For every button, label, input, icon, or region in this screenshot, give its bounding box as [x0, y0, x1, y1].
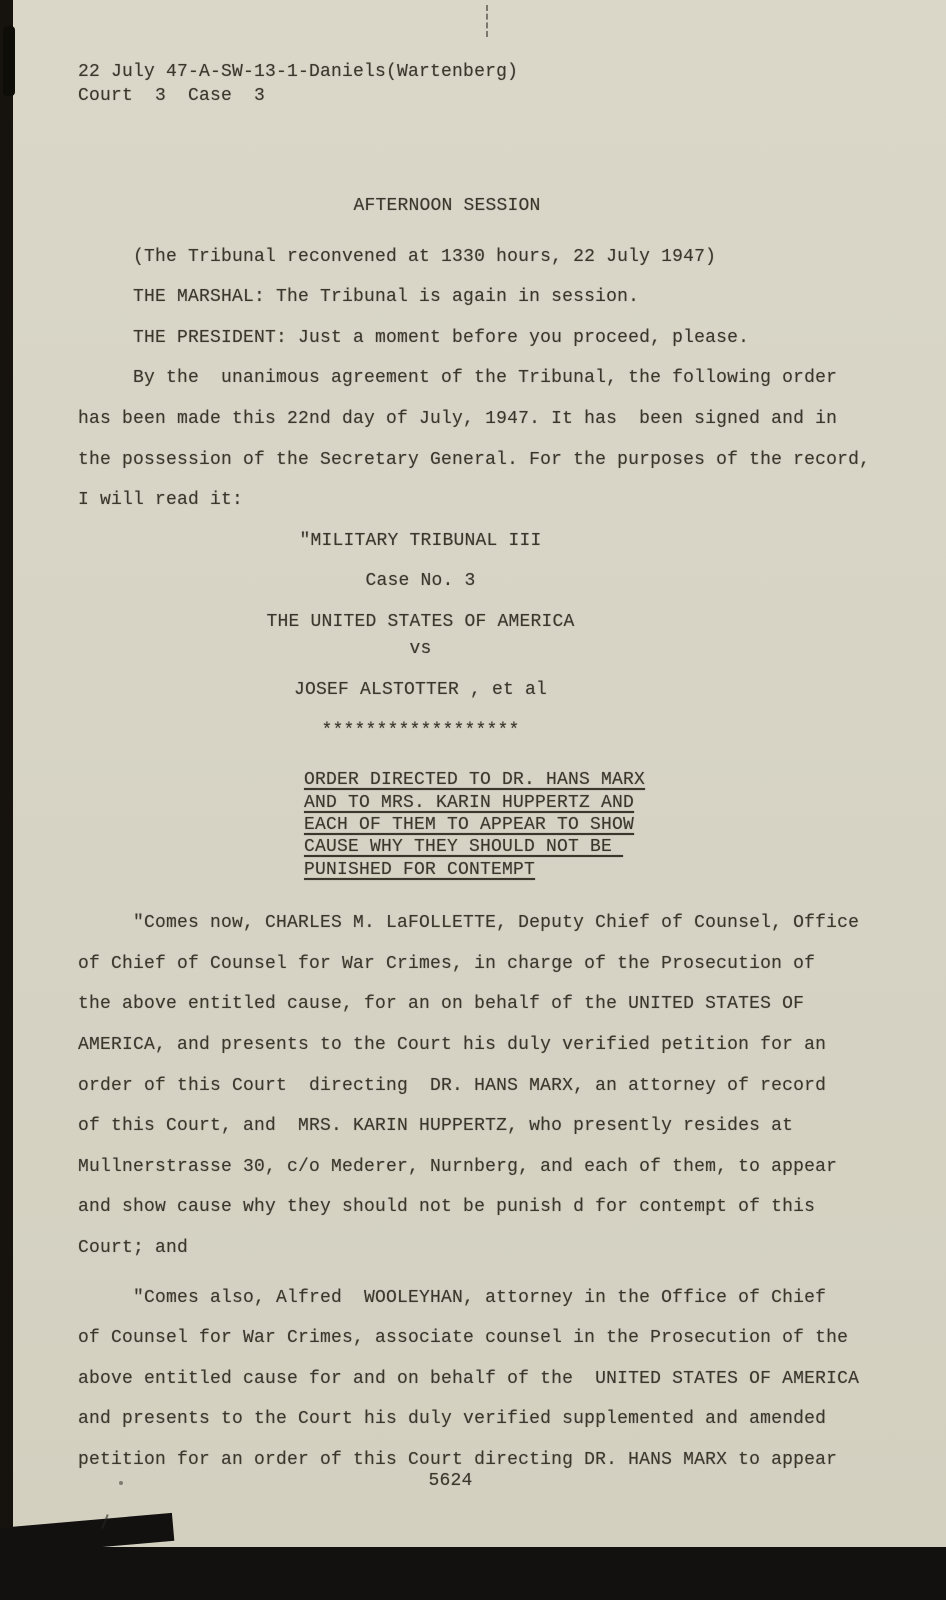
text-line: "Comes also, Alfred WOOLEYHAN, attorney in the Office of Chief	[78, 1287, 827, 1308]
case-caption	[78, 521, 868, 751]
text-line: vs	[409, 638, 432, 659]
text-line: Mullnerstrasse 30, c/o Mederer, Nurnberg, and each of them, to appear	[78, 1156, 838, 1177]
text-line: has been made this 22nd day of July, 1947. It has been signed and in	[78, 408, 838, 429]
text-line: (The Tribunal reconvened at 1330 hours, 22 July 1947)	[78, 246, 717, 267]
text-line: AND TO MRS. KARIN HUPPERTZ AND	[304, 792, 635, 813]
text-line: CAUSE WHY THEY SHOULD NOT BE	[304, 837, 624, 858]
text-line: above entitled cause for and on behalf of the UNITED STATES OF AMERICA	[78, 1368, 860, 1389]
text-line: of this Court, and MRS. KARIN HUPPERTZ, who presently resides at	[78, 1116, 794, 1137]
left-scan-edge	[0, 0, 13, 1600]
header-line-2: Court 3 Case 3	[78, 86, 266, 106]
text-line: the possession of the Secretary General. For the purposes of the record,	[78, 449, 871, 470]
text-line: of Counsel for War Crimes, associate counsel in the Prosecution of the	[78, 1328, 849, 1349]
document-header	[78, 60, 868, 108]
petition-paragraph-wooleyhan	[78, 1278, 868, 1481]
text-line: "MILITARY TRIBUNAL III	[299, 530, 542, 551]
text-line: AMERICA, and presents to the Court his duly verified petition for an	[78, 1034, 827, 1055]
text-line: and presents to the Court his duly verified supplemented and amended	[78, 1409, 827, 1430]
text-line: THE MARSHAL: The Tribunal is again in session.	[78, 287, 640, 308]
text-line: PUNISHED FOR CONTEMPT	[304, 859, 536, 880]
text-line: order of this Court directing DR. HANS MARX, an attorney of record	[78, 1075, 827, 1096]
petition-paragraph-lafollette	[78, 903, 868, 1268]
session-opening-paragraphs	[78, 237, 871, 521]
header-line-1: 22 July 47-A-SW-13-1-Daniels(Wartenberg)	[78, 62, 519, 82]
text-line: "Comes now, CHARLES M. LaFOLLETTE, Deputy Chief of Counsel, Office	[78, 913, 860, 934]
text-line: Court; and	[78, 1237, 189, 1258]
text-line: ORDER DIRECTED TO DR. HANS MARX	[304, 770, 646, 791]
order-heading	[78, 769, 868, 881]
typed-content	[78, 60, 871, 1496]
session-title: AFTERNOON SESSION	[353, 196, 541, 216]
bottom-scan-edge	[0, 1547, 946, 1600]
text-line: EACH OF THEM TO APPEAR TO SHOW	[304, 814, 635, 835]
text-line: THE UNITED STATES OF AMERICA	[266, 611, 575, 632]
text-line: I will read it:	[78, 490, 244, 511]
text-line: of Chief of Counsel for War Crimes, in charge of the Prosecution of	[78, 953, 816, 974]
text-line: Case No. 3	[365, 571, 476, 592]
text-line: petition for an order of this Court directing DR. HANS MARX to appear	[78, 1449, 838, 1470]
text-line: and show cause why they should not be punish d for contempt of this	[78, 1197, 816, 1218]
text-line: By the unanimous agreement of the Tribunal, the following order	[78, 368, 838, 389]
text-line: ******************	[321, 720, 520, 741]
text-line: the above entitled cause, for an on behalf of the UNITED STATES OF	[78, 994, 805, 1015]
page-number: 5624	[428, 1471, 473, 1492]
scan-artifact-dash	[486, 5, 488, 37]
left-scan-edge-blob	[3, 26, 15, 96]
text-line: THE PRESIDENT: Just a moment before you proceed, please.	[78, 327, 750, 348]
text-line: JOSEF ALSTOTTER , et al	[293, 679, 548, 700]
